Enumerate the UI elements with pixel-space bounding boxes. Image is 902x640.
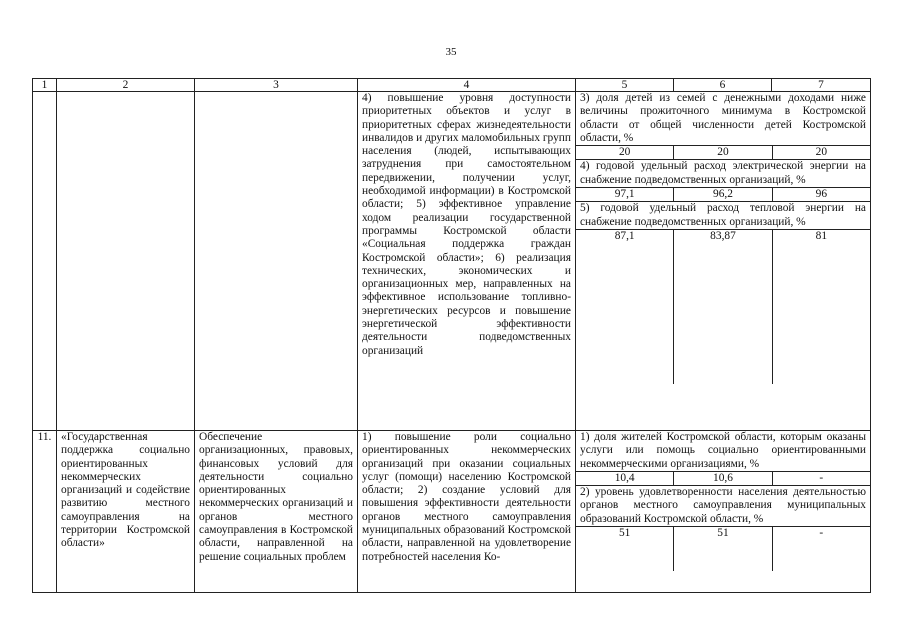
page-number: 35	[445, 46, 457, 58]
value-col5: 87,1	[576, 230, 674, 384]
value-col7: 20	[815, 146, 828, 159]
measures-cell: 4) повышение уровня доступности приоритетных объектов и услуг в приоритетных сферах жизнедеятельности инвалидов и других маломобильных групп населения (людей, испытывающих затруднения при самостоятельном передвижении, получении услуг, необходимой информации) в Костромской области; 5) эффективное управление ходом реализации государственной программы Костромской области «Социальная поддержка граждан Костромской области»; 6) реализация технических, экономических и организационных мер, направленных на эффективное использование топливно-энергетических ресурсов и повышение энергетической эффективности деятельности подведомственных организаций	[358, 92, 576, 431]
value-col5: 10,4	[576, 472, 674, 485]
value-col6: 83,87	[674, 230, 772, 384]
indicator-values	[576, 188, 870, 202]
indicator-text: 1) доля жителей Костромской области, которым оказаны услуги или помощь социально ориентированными некоммерческими организациями, %	[576, 431, 870, 472]
indicator-values	[576, 146, 870, 160]
table-row	[33, 431, 871, 593]
indicator-values	[576, 472, 870, 486]
value-col5: 51	[576, 527, 674, 571]
header-cell: 5	[576, 79, 674, 92]
program-table	[32, 78, 871, 593]
value-col6: 51	[674, 527, 772, 571]
program-name: «Государственная поддержка социально ориентированных некоммерческих организаций и содействие развитию местного самоуправления на территории Костромской области»	[57, 431, 195, 593]
header-cell: 1	[33, 79, 57, 92]
indicator-values	[576, 230, 870, 384]
header-cell: 6	[674, 79, 772, 92]
value-col6: 96,2	[674, 188, 772, 201]
value-col6: 20	[674, 146, 772, 159]
indicators-cell	[576, 431, 871, 593]
header-cell: 4	[358, 79, 576, 92]
header-cell: 7	[772, 79, 871, 92]
program-goal: Обеспечение организационных, правовых, финансовых условий для деятельности социально ориентированных некоммерческих организаций и органов местного самоуправления в Костромской области, направленной на решение социальных проблем	[195, 431, 358, 593]
indicator-text: 2) уровень удовлетворенности населения деятельностью органов местного самоуправления муниципальных образований Костромской области, %	[576, 486, 870, 527]
value-col6: 10,6	[674, 472, 772, 485]
indicator-text: 5) годовой удельный расход тепловой энергии на снабжение подведомственных организаций, %	[576, 202, 870, 230]
value-col7: 96	[815, 188, 828, 201]
indicator-text: 4) годовой удельный расход электрической энергии на снабжение подведомственных организаций, %	[576, 160, 870, 188]
indicators-cell	[576, 92, 871, 431]
header-cell: 3	[195, 79, 358, 92]
indicator-text: 3) доля детей из семей с денежными доходами ниже величины прожиточного минимума в Костромской области от общей численности детей Костромской области, %	[576, 92, 870, 146]
value-col7: 81	[815, 229, 828, 242]
value-col5: 97,1	[576, 188, 674, 201]
table-row	[33, 92, 871, 431]
indicator-values	[576, 527, 870, 571]
value-col5: 20	[576, 146, 674, 159]
measures-cell: 1) повышение роли социально ориентированных некоммерческих организаций при оказании социальных услуг (помощи) населению Костромской области; 2) создание условий для повышения эффективности деятельности органов местного самоуправления муниципальных образований Костромской области, направленной на удовлетворение потребностей населения Ко-	[358, 431, 576, 593]
header-row	[33, 79, 871, 92]
header-cell: 2	[57, 79, 195, 92]
row-number: 11.	[33, 431, 57, 593]
value-col7: -	[819, 527, 824, 540]
value-col7: -	[819, 471, 824, 484]
